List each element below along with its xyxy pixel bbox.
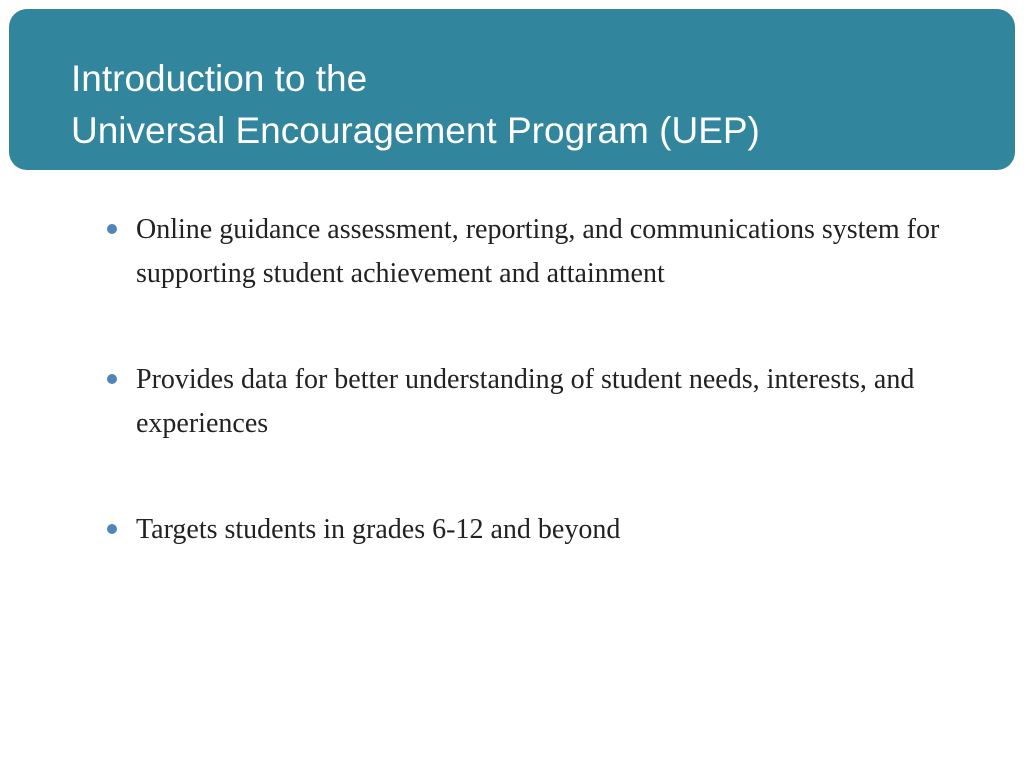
bullet-dot-icon <box>107 524 117 534</box>
bullet-dot-icon <box>107 224 117 234</box>
bullet-dot-icon <box>107 374 117 384</box>
slide-title-line-1: Introduction to the <box>71 58 368 99</box>
bullet-item <box>136 358 966 446</box>
bullet-item <box>136 208 966 296</box>
bullet-list <box>0 208 1024 614</box>
title-banner <box>9 9 1015 170</box>
bullet-text: Provides data for better understanding of student needs, interests, and experiences <box>136 364 915 439</box>
bullet-item <box>136 508 966 552</box>
bullet-text: Targets students in grades 6-12 and beyond <box>136 514 621 545</box>
slide-title-line-2: Universal Encouragement Program (UEP) <box>71 110 760 151</box>
bullet-text: Online guidance assessment, reporting, and communications system for supporting student achievement and attainment <box>136 214 940 289</box>
